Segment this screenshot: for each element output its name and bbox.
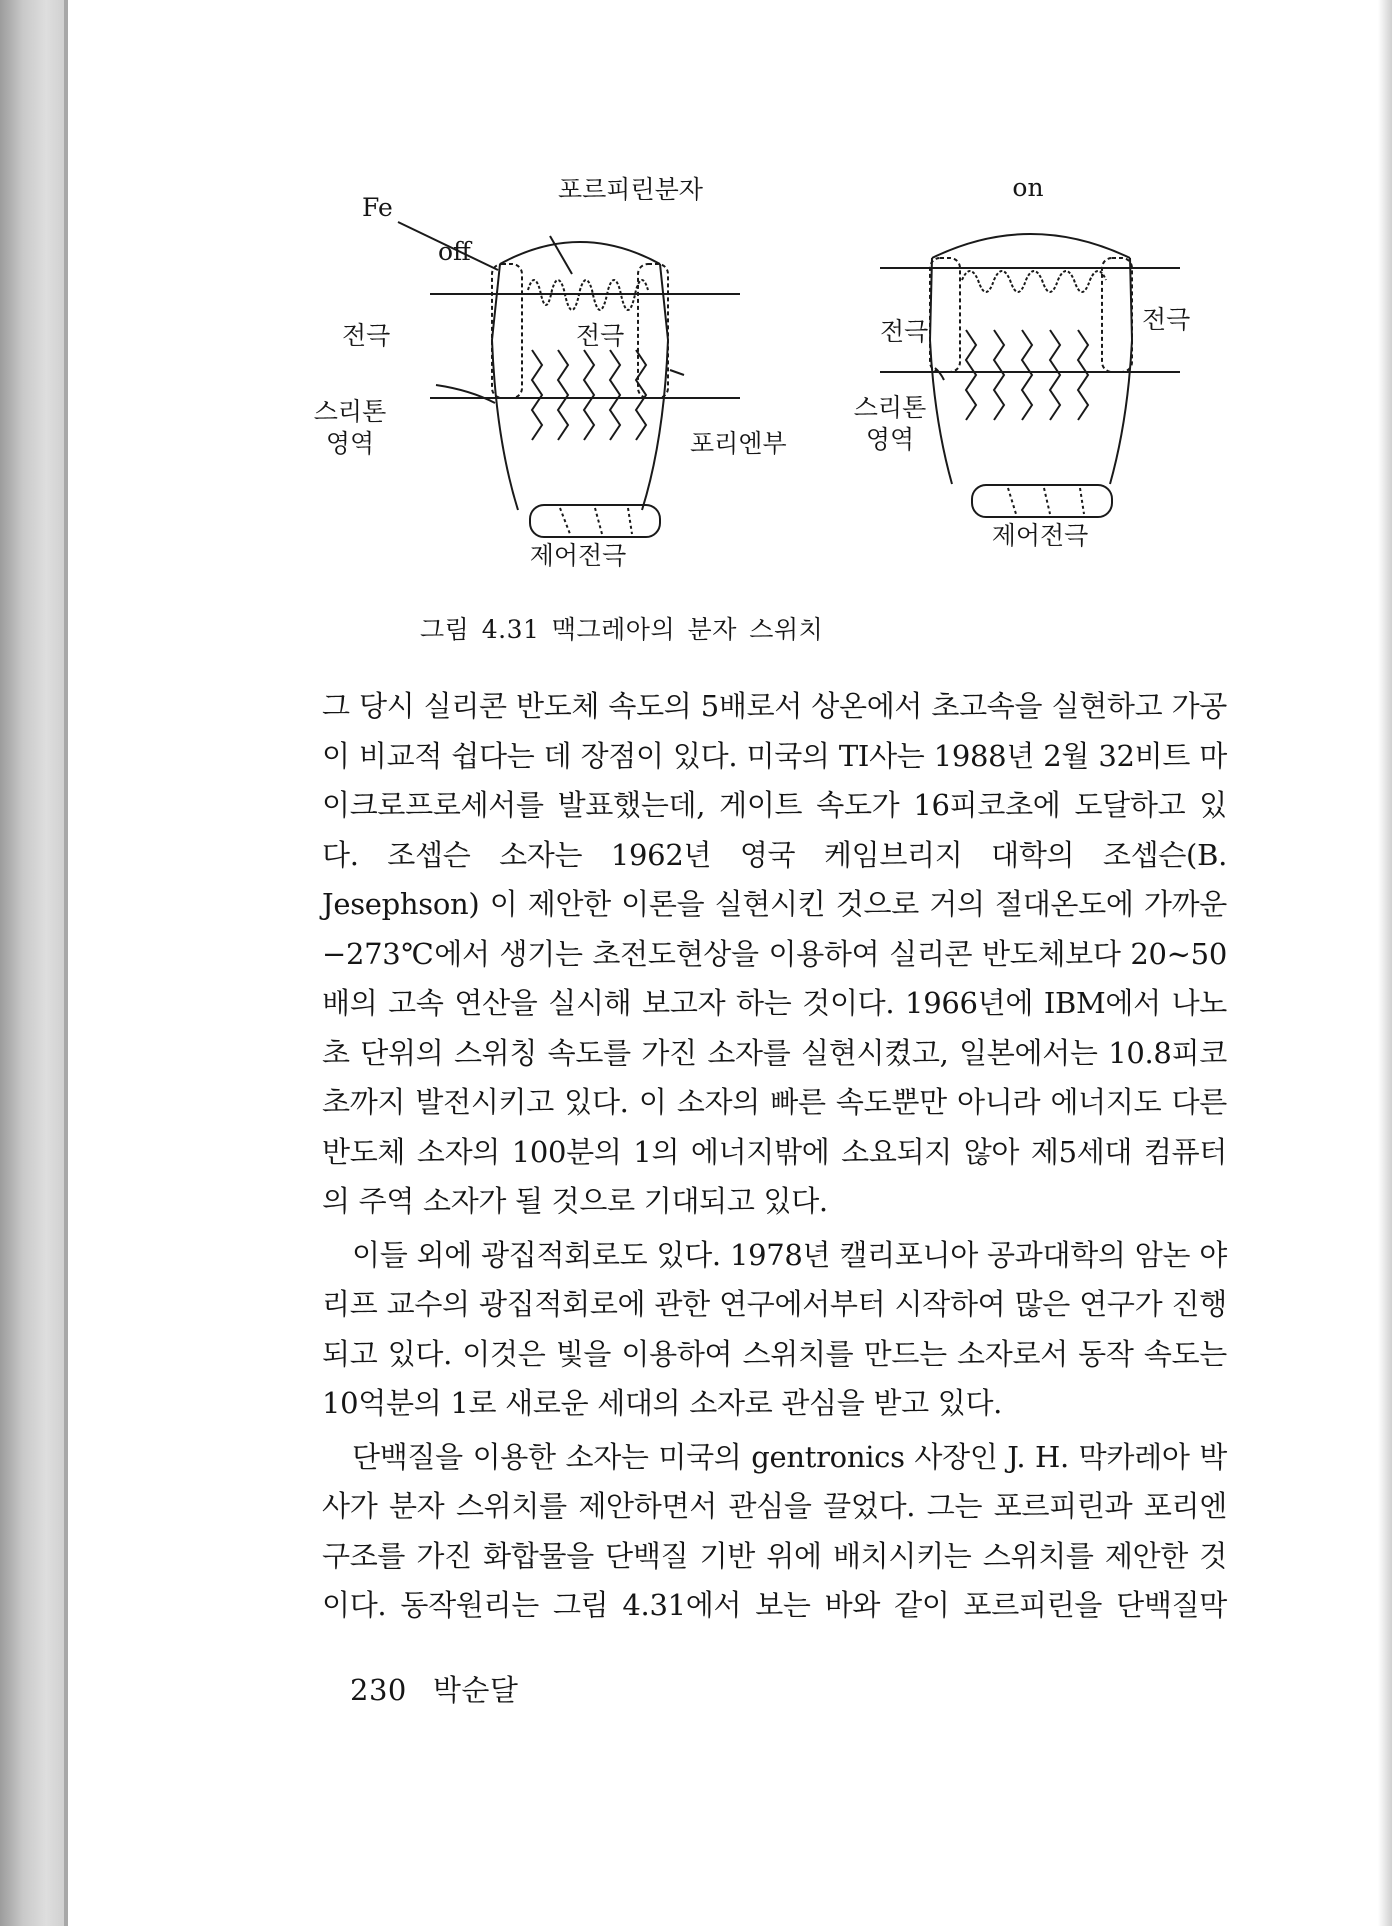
author-name: 박순달 xyxy=(432,1673,519,1707)
polyene-wave-right-2 xyxy=(994,330,1004,420)
label-soliton-right-2: 영역 xyxy=(865,425,915,454)
label-control-electrode-left: 제어전극 xyxy=(529,541,627,570)
book-spine xyxy=(0,0,66,1926)
polyene-wave-left-2 xyxy=(558,350,568,440)
label-fe: Fe xyxy=(362,193,393,222)
label-electrode-right-r: 전극 xyxy=(1142,305,1191,334)
paragraph-3: 단백질을 이용한 소자는 미국의 gentronics 사장인 J. H. 막카레아 박사가 분자 스위치를 제안하면서 관심을 끌었다. 그는 포르피린과 포리엔 구조를 가진 화합물을 단백질 기반 위에 배치시키는 스위치를 제안한 것이다. 동작원리는 그림 4.31에서 보는 바와 같이 포르피린을 단백질막 xyxy=(322,1439,1227,1622)
paragraph-2: 이들 외에 광집적회로도 있다. 1978년 캘리포니아 공과대학의 암논 야리프 교수의 광집적회로에 관한 연구에서부터 시작하여 많은 연구가 진행되고 있다. 이것은 빛을 이용하여 스위치를 만드는 소자로서 동작 속도는 10억분의 1로 새로운 세대의 소자로 관심을 받고 있다. xyxy=(322,1237,1227,1420)
electrode-block-left-l xyxy=(492,264,522,398)
body-outline-left-l xyxy=(492,264,518,510)
book-spine-edge xyxy=(64,0,68,1926)
electrode-block-left-r xyxy=(638,264,668,398)
porphyrin-chain-right xyxy=(962,271,1106,292)
polyene-wave-left-4 xyxy=(610,350,620,440)
page-footer xyxy=(350,1668,544,1709)
polyene-wave-right-1 xyxy=(966,330,976,420)
figure-caption: 그림 4.31 맥그레아의 분자 스위치 xyxy=(420,615,824,644)
paragraph-1: 그 당시 실리콘 반도체 속도의 5배로서 상온에서 초고속을 실현하고 가공이 비교적 쉽다는 데 장점이 있다. 미국의 TI사는 1988년 2월 32비트 마이크로프로세서를 발표했는데, 게이트 속도가 16피코초에 도달하고 있다. 조셉슨 소자는 1962년 영국 케임브리지 대학의 조셉슨(B. Jesephson) 이 제안한 이론을 실현시킨 것으로 거의 절대온도에 가까운 −273℃에서 생기는 초전도현상을 이용하여 실리콘 반도체보다 20∼50배의 고속 연산을 실시해 보고자 하는 것이다. 1966년에 IBM에서 나노초 단위의 스위칭 속도를 가진 소자를 실현시켰고, 일본에서는 10.8피코초까지 발전시키고 있다. 이 소자의 빠른 속도뿐만 아니라 에너지도 다른 반도체 소자의 100분의 1의 에너지밖에 소요되지 않아 제5세대 컴퓨터의 주역 소자가 될 것으로 기대되고 있다. xyxy=(322,689,1227,1218)
polyene-wave-left-1 xyxy=(532,350,542,440)
label-porphyrin: 포르피린분자 xyxy=(558,175,703,204)
body-text xyxy=(322,682,1227,1631)
page-edge-shadow xyxy=(1378,0,1392,1926)
polyene-wave-left-3 xyxy=(584,350,594,440)
label-soliton-right-1: 스리톤 xyxy=(853,393,927,422)
label-control-electrode-right: 제어전극 xyxy=(991,521,1089,550)
cap-arc-right xyxy=(932,234,1130,258)
label-electrode-left-l: 전극 xyxy=(342,321,391,350)
label-soliton-left-1: 스리톤 xyxy=(313,397,387,426)
leader-soliton-right xyxy=(935,368,944,380)
polyene-wave-right-4 xyxy=(1050,330,1060,420)
page-number: 230 xyxy=(350,1673,407,1707)
polyene-wave-right-3 xyxy=(1022,330,1032,420)
label-state-on: on xyxy=(1012,173,1044,202)
control-electrode-right xyxy=(972,485,1112,517)
label-electrode-left-r: 전극 xyxy=(576,321,625,350)
leader-polyene xyxy=(670,370,684,375)
molecular-switch-figure xyxy=(313,173,1220,600)
cap-arc-left xyxy=(500,242,660,264)
label-electrode-right-l: 전극 xyxy=(880,317,929,346)
polyene-wave-right-5 xyxy=(1078,330,1088,420)
electrode-block-right-r xyxy=(1102,258,1132,372)
label-polyene: 포리엔부 xyxy=(690,429,787,458)
label-soliton-left-2: 영역 xyxy=(325,429,375,458)
body-outline-left-r xyxy=(642,264,668,510)
electrode-block-right-l xyxy=(930,258,960,372)
leader-soliton-left xyxy=(436,385,495,403)
label-state-off: off xyxy=(438,237,471,266)
